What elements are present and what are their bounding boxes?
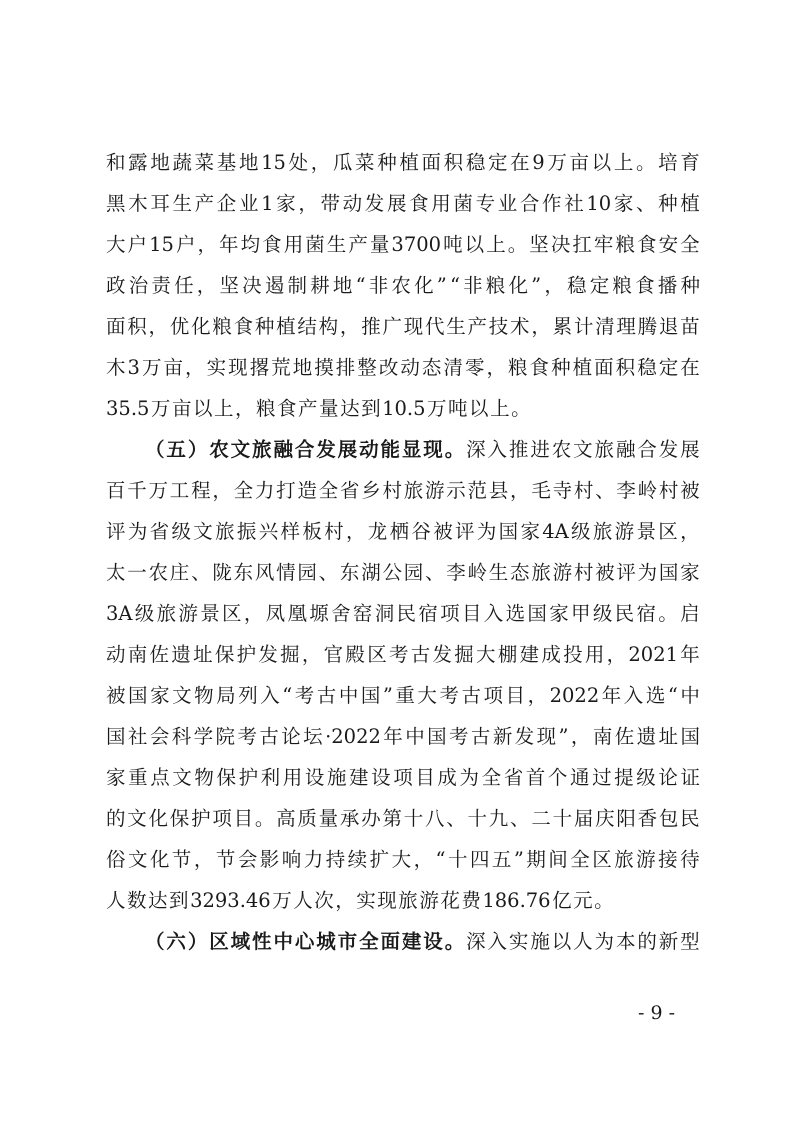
paragraph-culture-tourism: [106, 429, 700, 921]
text-line: 俗 文 化 节 ， 节 会 影 响 力 持 续 扩 大 ， “ 十 四 五 ” 期 间 全 区 旅 游 接 待: [106, 848, 700, 871]
text-line: 评 为 省 级 文 旅 振 兴 样 板 村 ， 龙 栖 谷 被 评 为 国 家 4A 级 旅 游 景 区 ，: [106, 520, 700, 543]
text-line: 木 3 万 亩 ， 实 现 撂 荒 地 摸 排 整 改 动 态 清 零 ， 粮 食 种 植 面 积 稳 定 在: [106, 356, 700, 379]
section-heading-line: （ 六 ） 区 域 性 中 心 城 市 全 面 建 设 。 深 入 实 施 以 人 为 本 的 新 型: [145, 930, 700, 953]
text-line: 35.5 万 亩 以 上 ， 粮 食 产 量 达 到 10.5 万 吨 以 上 。: [106, 397, 531, 420]
text-line: 的 文 化 保 护 项 目 。 高 质 量 承 办 第 十 八 、 十 九 、 二 十 届 庆 阳 香 包 民: [106, 807, 700, 830]
text-line: 和 露 地 蔬 菜 基 地 15 处 ， 瓜 菜 种 植 面 积 稳 定 在 9 万 亩 以 上 。 培 育: [106, 151, 700, 174]
text-line: 人 数 达 到 3293.46 万 人 次 ， 实 现 旅 游 花 费 186.76 亿 元 。: [106, 889, 614, 912]
section-heading-line: （ 五 ） 农 文 旅 融 合 发 展 动 能 显 现 。 深 入 推 进 农 文 旅 融 合 发 展: [145, 438, 700, 461]
document-body: [106, 142, 700, 962]
text-line: 大 户 15 户 ， 年 均 食 用 菌 生 产 量 3700 吨 以 上 。 坚 决 扛 牢 粮 食 安 全: [106, 233, 700, 256]
text-line: 政 治 责 任 ， 坚 决 遏 制 耕 地 “ 非 农 化 ” “ 非 粮 化 ” ， 稳 定 粮 食 播 种: [106, 274, 700, 297]
paragraph-agriculture: [106, 142, 700, 429]
text-line: 动 南 佐 遗 址 保 护 发 掘 ， 官 殿 区 考 古 发 掘 大 棚 建 成 投 用 ， 2021 年: [106, 643, 700, 666]
text-line: 面 积 ， 优 化 粮 食 种 植 结 构 ， 推 广 现 代 生 产 技 术 ， 累 计 清 理 腾 退 苗: [106, 315, 700, 338]
text-line: 3A 级 旅 游 景 区 ， 凤 凰 塬 舍 窑 洞 民 宿 项 目 入 选 国 家 甲 级 民 宿 。 启: [106, 602, 700, 625]
page-number: - 9 -: [638, 1002, 676, 1024]
text-line: 家 重 点 文 物 保 护 利 用 设 施 建 设 项 目 成 为 全 省 首 个 通 过 提 级 论 证: [106, 766, 700, 789]
text-line: 国 社 会 科 学 院 考 古 论 坛 ·2022 年 中 国 考 古 新 发 现 ” ， 南 佐 遗 址 国: [106, 725, 700, 748]
text-line: 百 千 万 工 程 ， 全 力 打 造 全 省 乡 村 旅 游 示 范 县 ， 毛 寺 村 、 李 岭 村 被: [106, 479, 700, 502]
paragraph-urban: [106, 921, 700, 962]
text-line: 太 一 农 庄 、 陇 东 风 情 园 、 东 湖 公 园 、 李 岭 生 态 旅 游 村 被 评 为 国 家: [106, 561, 700, 584]
text-line: 被 国 家 文 物 局 列 入 “ 考 古 中 国 ” 重 大 考 古 项 目 ， 2022 年 入 选 “ 中: [106, 684, 700, 707]
text-line: 黑 木 耳 生 产 企 业 1 家 ， 带 动 发 展 食 用 菌 专 业 合 作 社 10 家 、 种 植: [106, 192, 700, 215]
